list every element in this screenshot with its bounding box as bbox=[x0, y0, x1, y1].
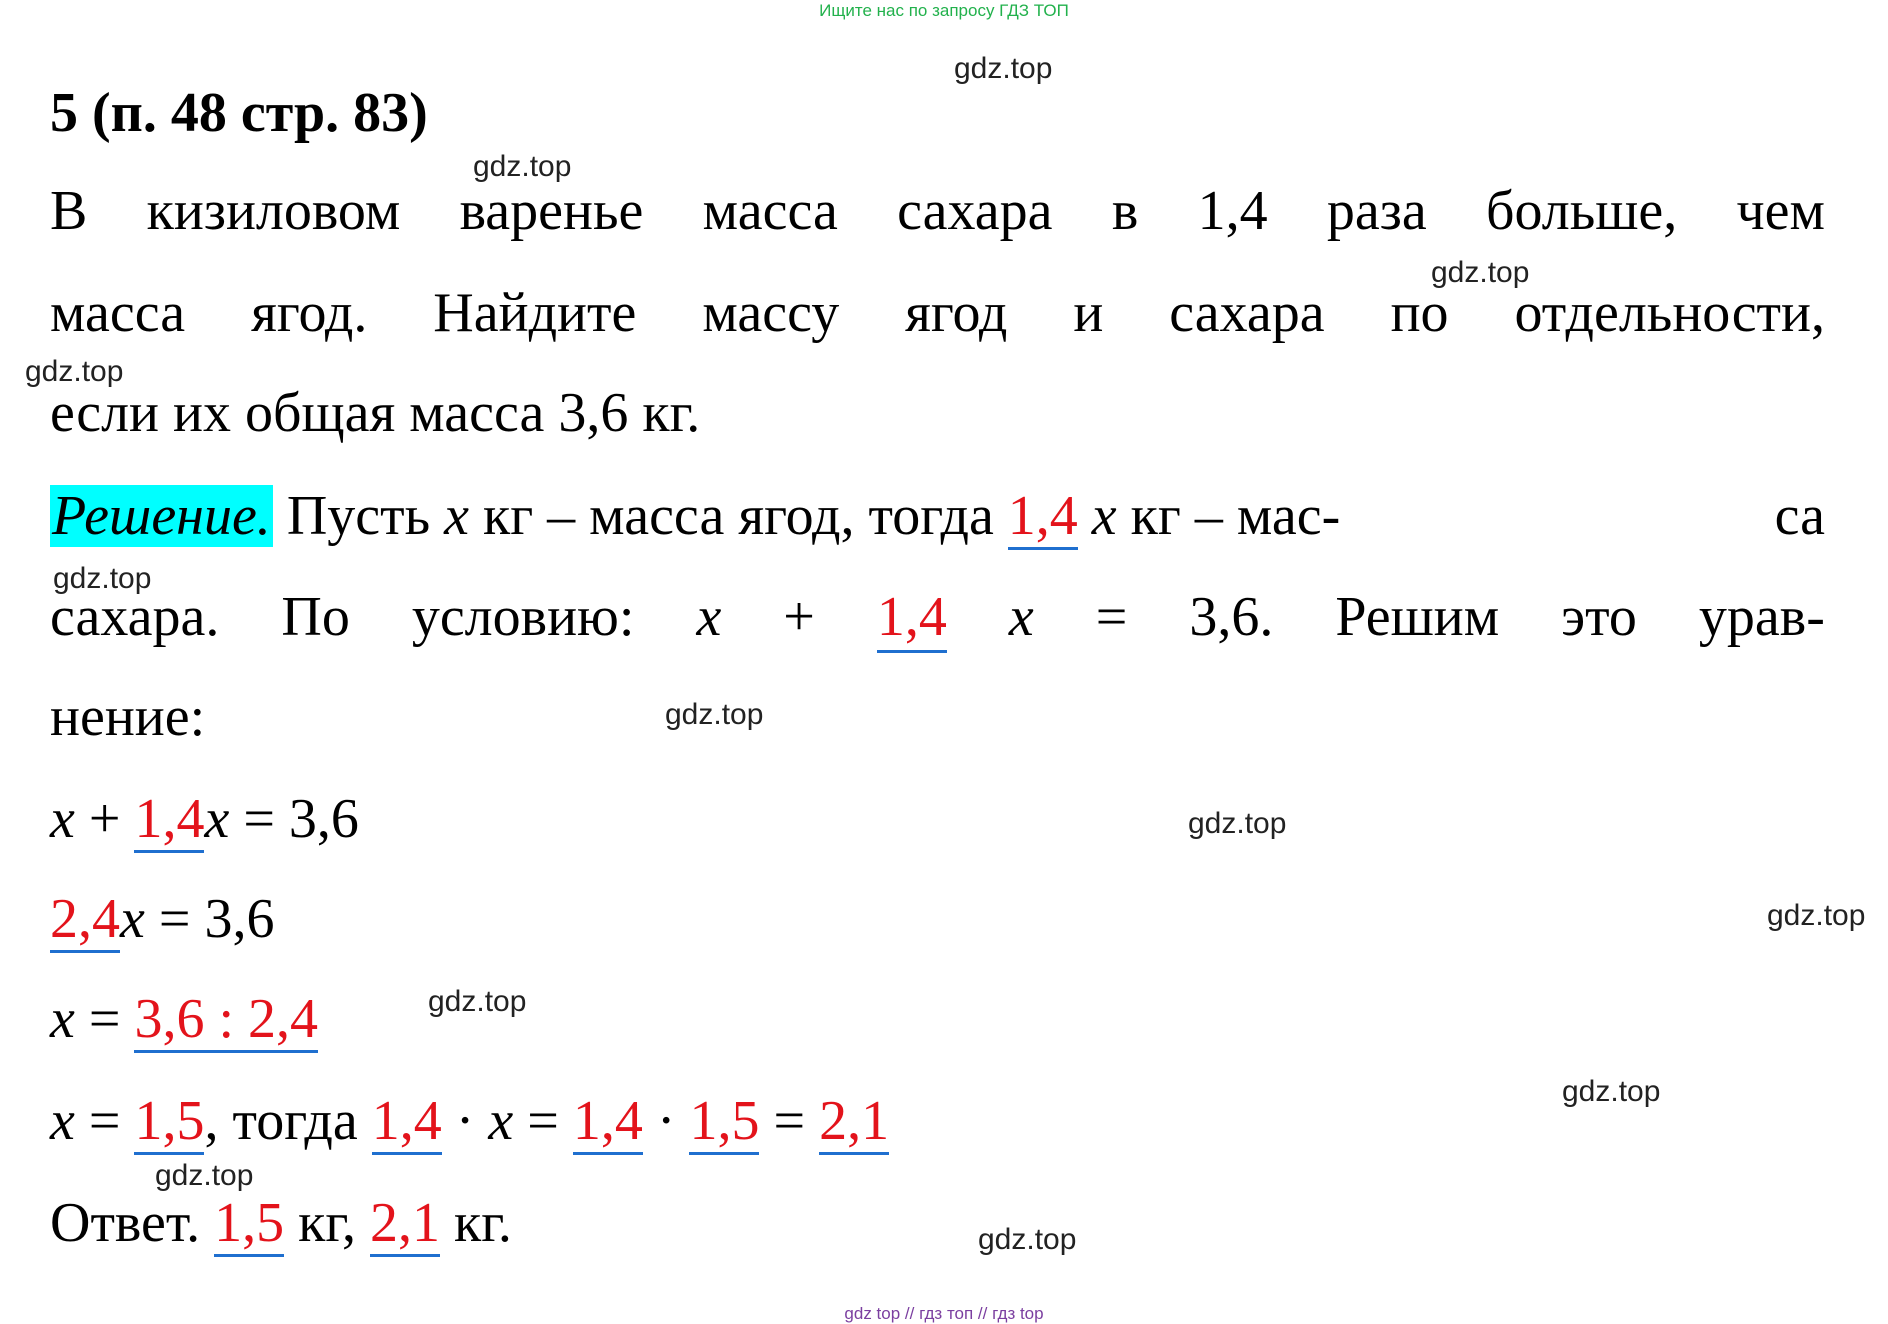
problem-line bbox=[50, 178, 1825, 244]
equation-step-1: x + 1,4x = 3,6 bbox=[50, 786, 359, 852]
answer-value: 1,4 bbox=[1008, 485, 1078, 550]
variable-x: x bbox=[1008, 586, 1034, 648]
problem-word: Найдите bbox=[433, 282, 637, 344]
watermark: gdz.top bbox=[978, 1223, 1077, 1256]
solution-line: нение: bbox=[50, 686, 206, 748]
top-banner: Ищите нас по запросу ГДЗ ТОП bbox=[819, 1, 1069, 20]
problem-word: сахара bbox=[897, 180, 1053, 242]
equation-step-3: x = 3,6 : 2,4 bbox=[50, 986, 318, 1052]
solution-word: Решим bbox=[1335, 586, 1500, 648]
watermark: gdz.top bbox=[53, 562, 152, 595]
solution-word: 3,6. bbox=[1189, 586, 1274, 648]
variable-x: x bbox=[444, 485, 469, 547]
problem-word: отдельности, bbox=[1514, 282, 1825, 344]
problem-word: масса bbox=[702, 180, 838, 242]
problem-word: массу bbox=[702, 282, 840, 344]
answer-label: Ответ. bbox=[50, 1192, 215, 1254]
solution-label: Решение. bbox=[52, 485, 271, 547]
problem-word: больше, bbox=[1486, 180, 1678, 242]
solution-line bbox=[50, 483, 1825, 549]
problem-word: В bbox=[50, 180, 88, 242]
exercise-title: 5 (п. 48 стр. 83) bbox=[50, 82, 428, 144]
watermark: gdz.top bbox=[25, 355, 124, 388]
problem-word: раза bbox=[1326, 180, 1427, 242]
equation-step-2: 2,4x = 3,6 bbox=[50, 886, 274, 952]
watermark: gdz.top bbox=[155, 1159, 254, 1192]
solution-word: условию: bbox=[411, 586, 635, 648]
problem-word: ягод bbox=[905, 282, 1008, 344]
problem-word: чем bbox=[1736, 180, 1825, 242]
solution-word: урав- bbox=[1698, 586, 1825, 648]
watermark: gdz.top bbox=[428, 985, 527, 1018]
variable-x: x bbox=[1091, 485, 1117, 547]
problem-word: по bbox=[1390, 282, 1449, 344]
solution-word: По bbox=[281, 586, 350, 648]
answer-value: 1,5 bbox=[134, 1090, 204, 1155]
watermark: gdz.top bbox=[665, 698, 764, 731]
watermark: gdz.top bbox=[1188, 807, 1287, 840]
answer-value: 1,4 bbox=[573, 1090, 643, 1155]
watermark: gdz.top bbox=[1767, 899, 1866, 932]
footer-watermark: gdz top // гдз топ // гдз top bbox=[844, 1304, 1044, 1323]
answer-line: Ответ. 1,5 кг, 2,1 кг. bbox=[50, 1190, 512, 1256]
problem-word: 1,4 bbox=[1197, 180, 1268, 242]
problem-word: масса bbox=[50, 282, 186, 344]
problem-line bbox=[50, 280, 1825, 346]
solution-text: Решение. Пусть x кг – масса ягод, тогда 1,4 x кг – мас- bbox=[50, 483, 1340, 549]
problem-word: сахара bbox=[1169, 282, 1325, 344]
answer-value: 1,5 bbox=[689, 1090, 759, 1155]
watermark: gdz.top bbox=[1431, 256, 1530, 289]
problem-word: кизиловом bbox=[146, 180, 401, 242]
equals-sign: = bbox=[1095, 586, 1128, 648]
variable-x: x bbox=[696, 586, 722, 648]
solution-word: это bbox=[1561, 586, 1637, 648]
solution-text: са bbox=[1774, 485, 1825, 547]
answer-value: 2,4 bbox=[50, 888, 120, 953]
answer-value: 2,1 bbox=[819, 1090, 889, 1155]
answer-value: 2,1 bbox=[370, 1192, 440, 1257]
watermark: gdz.top bbox=[1562, 1075, 1661, 1108]
problem-word: ягод. bbox=[251, 282, 368, 344]
problem-line: если их общая масса 3,6 кг. bbox=[50, 382, 701, 444]
problem-word: и bbox=[1073, 282, 1104, 344]
watermark: gdz.top bbox=[954, 52, 1053, 85]
watermark: gdz.top bbox=[473, 150, 572, 183]
answer-value: 1,5 bbox=[214, 1192, 284, 1257]
plus-sign: + bbox=[783, 586, 815, 648]
problem-word: варенье bbox=[459, 180, 644, 242]
answer-value: 1,4 bbox=[372, 1090, 442, 1155]
answer-value: 1,4 bbox=[877, 584, 947, 653]
answer-value: 3,6 : 2,4 bbox=[134, 988, 318, 1053]
solution-word: сахара. bbox=[50, 586, 220, 648]
solution-line bbox=[50, 584, 1825, 653]
problem-word: в bbox=[1111, 180, 1139, 242]
equation-step-4: x = 1,5, тогда 1,4 · x = 1,4 · 1,5 = 2,1 bbox=[50, 1088, 889, 1154]
answer-value: 1,4 bbox=[134, 788, 204, 853]
